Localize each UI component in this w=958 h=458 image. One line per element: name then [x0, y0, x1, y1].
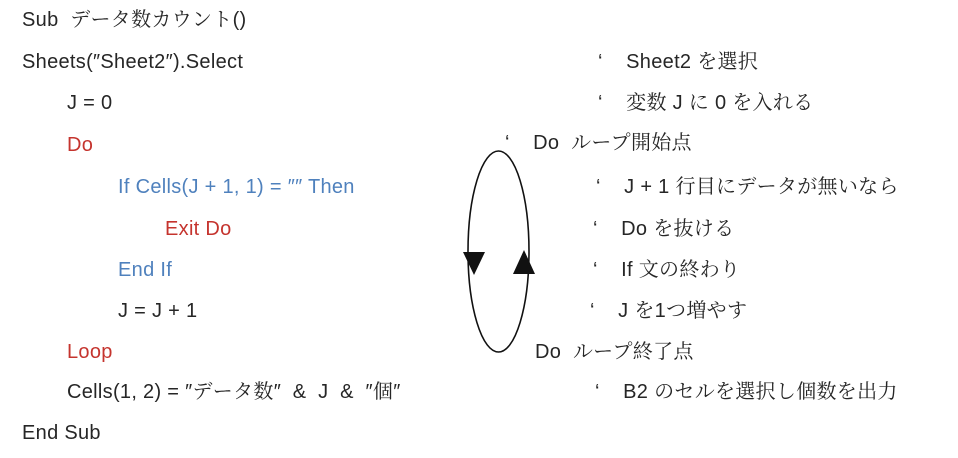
comment-no-data-check: ‘ J + 1 行目にデータが無いなら — [596, 176, 899, 198]
comment-do-loop-end: Do ループ終了点 — [535, 341, 694, 363]
code-line-j-increment: J = J + 1 — [118, 300, 198, 322]
comment-increment-j: ‘ J を1つ増やす — [590, 300, 748, 322]
arrow-up-icon — [513, 250, 535, 274]
code-line-loop: Loop — [67, 341, 113, 363]
comment-b2-output: ‘ B2 のセルを選択し個数を出力 — [595, 381, 898, 403]
comment-do-loop-start: ‘ Do ループ開始点 — [505, 132, 692, 154]
comment-end-if: ‘ If 文の終わり — [593, 259, 741, 281]
code-line-exit-do: Exit Do — [165, 218, 232, 240]
code-line-end-if: End If — [118, 259, 173, 281]
code-line-sheets-select: Sheets(″Sheet2″).Select — [22, 51, 244, 73]
code-line-do: Do — [67, 134, 94, 156]
comment-init-j: ‘ 変数 J に 0 を入れる — [598, 92, 814, 114]
code-line-if-cells: If Cells(J + 1, 1) = ″″ Then — [118, 176, 355, 198]
loop-ellipse — [468, 151, 529, 352]
loop-cycle-icon — [455, 140, 555, 365]
comment-sheet2-select: ‘ Sheet2 を選択 — [598, 51, 759, 73]
code-line-cells-output: Cells(1, 2) = ″データ数″ & J & ″個″ — [67, 381, 401, 403]
code-line-end-sub: End Sub — [22, 422, 101, 444]
comment-exit-do: ‘ Do を抜ける — [593, 218, 735, 240]
code-line-sub: Sub データ数カウント() — [22, 9, 247, 31]
arrow-down-icon — [463, 252, 485, 275]
code-line-j-init: J = 0 — [67, 92, 113, 114]
